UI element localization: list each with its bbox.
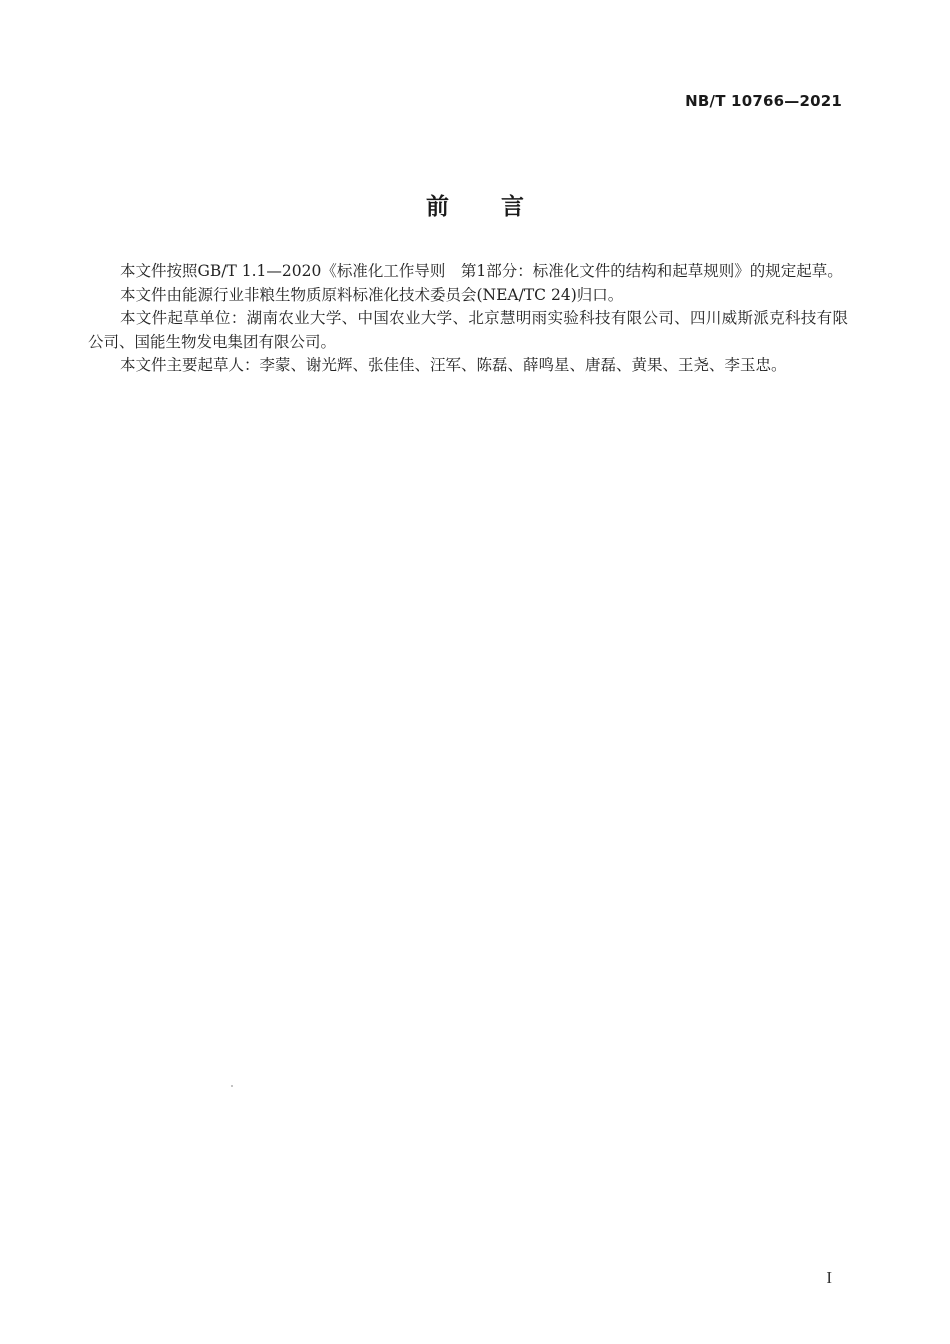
page-title: 前言 [426, 194, 576, 220]
page-number: I [826, 1268, 832, 1287]
paragraph-drafting-units: 本文件起草单位：湖南农业大学、中国农业大学、北京慧明雨实验科技有限公司、四川威斯派克科技有限公司、国能生物发电集团有限公司。 [88, 309, 848, 351]
standard-code: NB/T 10766—2021 [685, 92, 842, 110]
scan-speck [231, 1085, 233, 1087]
paragraph-drafting-basis: 本文件按照GB/T 1.1—2020《标准化工作导则 第1部分：标准化文件的结构和起草规则》的规定起草。 [120, 262, 843, 280]
foreword-body [88, 260, 848, 378]
paragraph-committee: 本文件由能源行业非粮生物质原料标准化技术委员会(NEA/TC 24)归口。 [120, 285, 624, 304]
paragraph-drafters: 本文件主要起草人：李蒙、谢光辉、张佳佳、汪军、陈磊、薛鸣星、唐磊、黄果、王尧、李玉忠。 [120, 356, 787, 374]
